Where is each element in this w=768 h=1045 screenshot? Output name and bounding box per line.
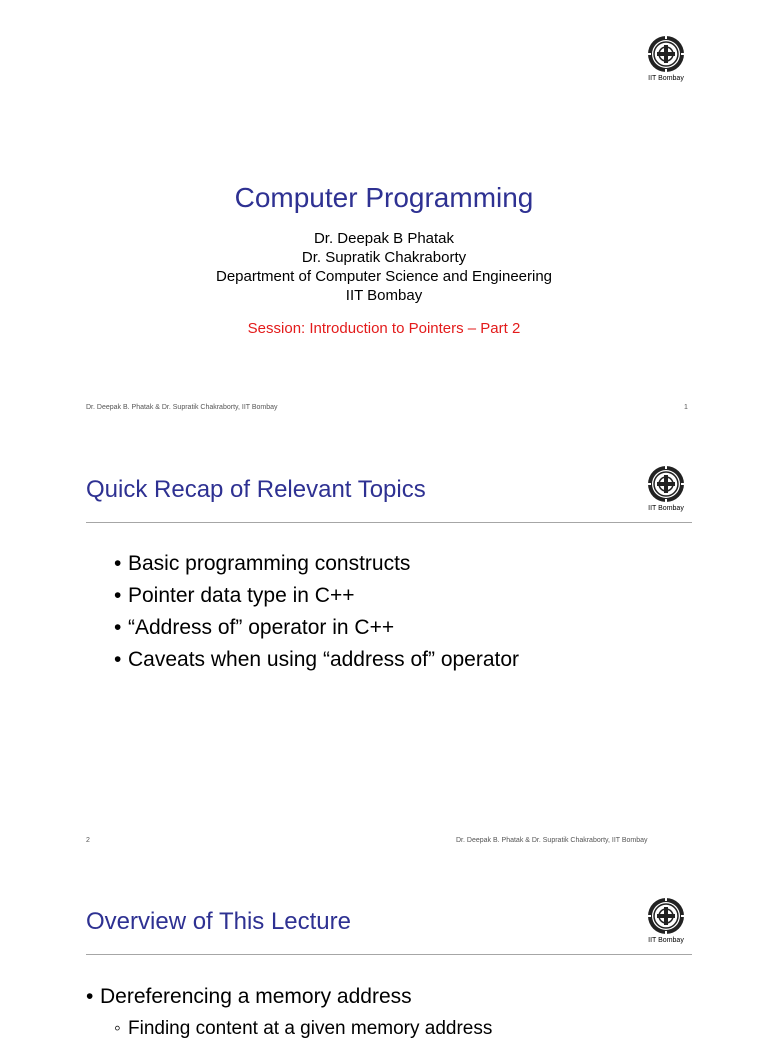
slide-1-title: Computer Programming [234, 182, 534, 213]
logo-label: IIT Bombay [648, 75, 684, 82]
recap-bullet-list [114, 548, 519, 676]
list-item: • “Address of” operator in C++ [114, 616, 395, 639]
iit-bombay-logo [636, 34, 696, 82]
author-block [0, 229, 768, 305]
slide-2-footer: Dr. Deepak B. Phatak & Dr. Supratik Chakraborty, IIT Bombay [456, 837, 648, 844]
slide-2 [0, 432, 768, 864]
list-item: • Dereferencing a memory address [86, 985, 412, 1008]
iit-bombay-emblem-icon [646, 896, 686, 936]
session-title: Session: Introduction to Pointers – Part 2 [247, 320, 521, 337]
list-item: • Basic programming constructs [114, 552, 411, 575]
author-1: Dr. Deepak B Phatak [313, 230, 455, 247]
slide-3 [0, 864, 768, 1039]
slide-1 [0, 0, 768, 432]
author-2: Dr. Supratik Chakraborty [301, 249, 467, 266]
iit-bombay-emblem-icon [646, 464, 686, 504]
title-divider [86, 522, 692, 523]
iit-bombay-emblem-icon [646, 34, 686, 74]
list-item: • Caveats when using “address of” operator [114, 648, 520, 671]
title-divider [86, 954, 692, 955]
list-item: ◦ Finding content at a given memory address [114, 1018, 493, 1039]
department: Department of Computer Science and Engineering [215, 268, 553, 285]
slide-3-title: Overview of This Lecture [86, 908, 351, 935]
slide-2-title: Quick Recap of Relevant Topics [86, 476, 426, 503]
overview-bullet-list [86, 981, 492, 1045]
institute: IIT Bombay [345, 287, 423, 304]
iit-bombay-logo [636, 896, 696, 944]
logo-label: IIT Bombay [648, 937, 684, 944]
slide-1-page-number: 1 [684, 404, 688, 411]
list-item: • Pointer data type in C++ [114, 584, 355, 607]
logo-label: IIT Bombay [648, 505, 684, 512]
slide-1-footer: Dr. Deepak B. Phatak & Dr. Supratik Chakraborty, IIT Bombay [86, 404, 278, 411]
iit-bombay-logo [636, 464, 696, 512]
slide-2-page-number: 2 [86, 837, 90, 844]
